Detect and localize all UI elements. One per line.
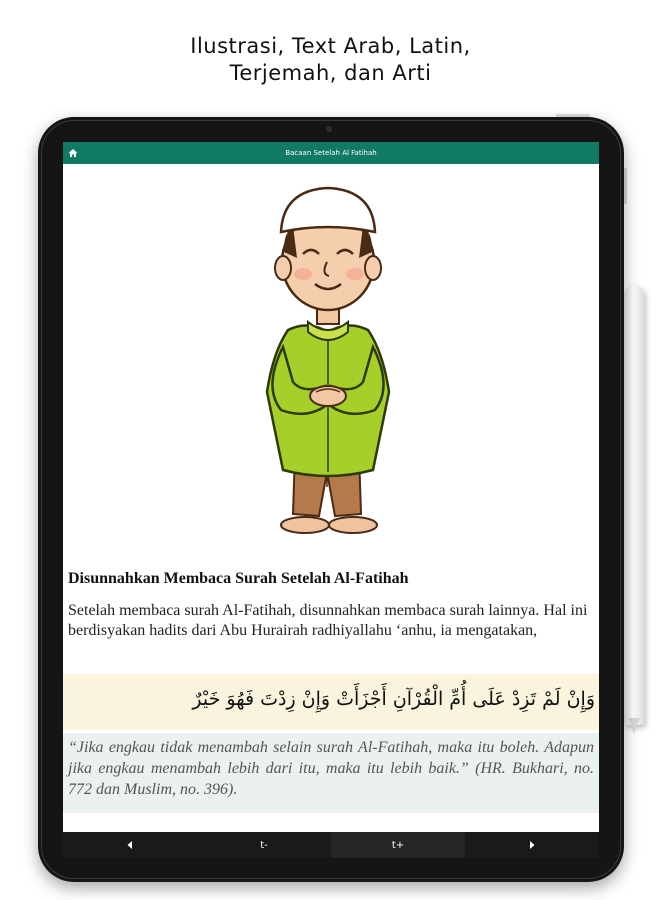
app-screen (63, 142, 599, 858)
section-heading: Disunnahkan Membaca Surah Setelah Al-Fatihah (68, 570, 409, 587)
praying-boy-illustration (253, 182, 403, 542)
font-larger-button[interactable]: t+ (331, 832, 465, 858)
promo-caption (0, 33, 661, 87)
translation-text: “Jika engkau tidak menambah selain surah Al-Fatihah, maka itu boleh. Adapun jika engkau menambah lebih dari itu, maka itu lebih baik.” (HR. Bukhari, no. 772 dan Muslim, no. 396). (68, 739, 594, 798)
device-volume-button (624, 168, 627, 204)
arrow-right-icon (527, 840, 537, 850)
promo-line-1: Ilustrasi, Text Arab, Latin, (190, 34, 471, 58)
intro-paragraph: Setelah membaca surah Al-Fatihah, disunnahkan membaca surah lainnya. Hal ini berdisyakan hadits dari Abu Hurairah radhiyallahu ‘anhu, ia mengatakan, (68, 602, 588, 639)
promo-line-2: Terjemah, dan Arti (229, 61, 432, 85)
font-smaller-button[interactable]: t- (260, 839, 268, 851)
translation-box (63, 733, 599, 813)
arabic-text-box (63, 674, 599, 730)
arabic-hadith-text: وَإِنْ لَمْ تَزِدْ عَلَى أُمِّ الْقُرْآنِ أَجْزَأَتْ وَإِنْ زِدْتَ فَهُوَ خَيْرٌ (192, 688, 595, 710)
stylus-pencil (624, 285, 644, 725)
front-camera (326, 126, 332, 132)
stylus-tip (628, 718, 640, 734)
app-bar (63, 142, 599, 164)
app-bar-title: Bacaan Setelah Al Fatihah (285, 149, 377, 157)
next-page-button[interactable] (465, 832, 599, 858)
prev-page-button[interactable] (63, 832, 197, 858)
bottom-nav-bar (63, 832, 599, 858)
arrow-left-icon (125, 840, 135, 850)
